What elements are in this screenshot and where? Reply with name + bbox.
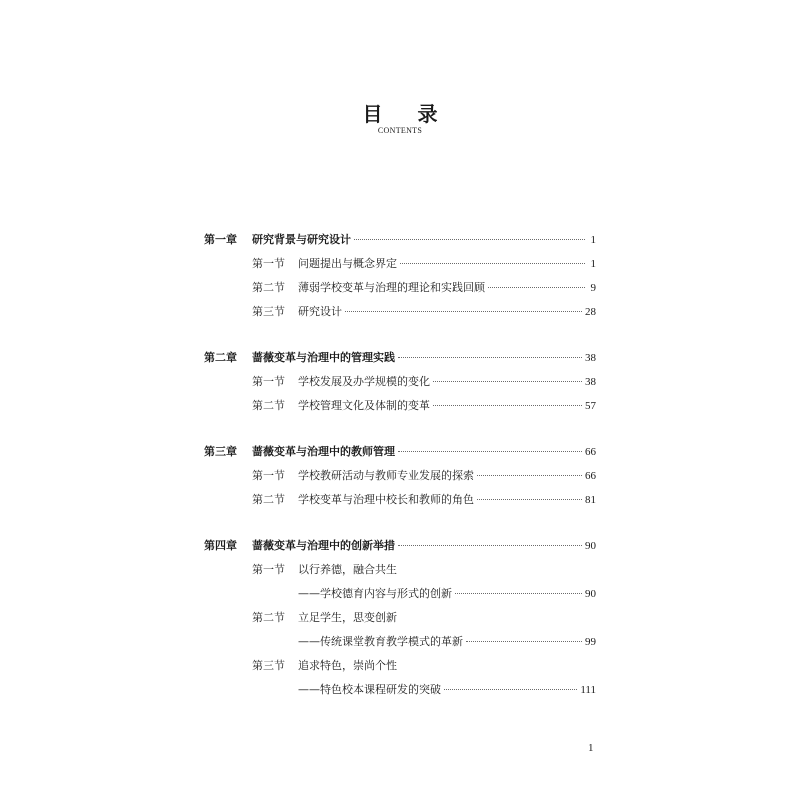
section-subtitle: ——特色校本课程研发的突破 bbox=[298, 683, 441, 696]
section-label: 第二节 bbox=[252, 399, 285, 412]
section-page: 1 bbox=[590, 258, 596, 270]
chapter-label: 第三章 bbox=[204, 445, 237, 458]
toc-section[interactable] bbox=[204, 464, 596, 488]
page-number: 1 bbox=[588, 742, 594, 754]
section-title: 学校变革与治理中校长和教师的角色 bbox=[298, 493, 474, 506]
toc-section[interactable] bbox=[204, 606, 596, 630]
dot-leader bbox=[345, 311, 582, 312]
toc-section-subtitle[interactable] bbox=[204, 630, 596, 654]
section-title: 薄弱学校变革与治理的理论和实践回顾 bbox=[298, 281, 485, 294]
dot-leader bbox=[354, 239, 585, 240]
toc-section-subtitle[interactable] bbox=[204, 582, 596, 606]
table-of-contents bbox=[204, 228, 596, 702]
section-page: 38 bbox=[585, 376, 596, 388]
dot-leader bbox=[444, 689, 577, 690]
section-page: 9 bbox=[590, 282, 596, 294]
toc-section[interactable] bbox=[204, 370, 596, 394]
chapter-title: 蔷薇变革与治理中的管理实践 bbox=[252, 351, 395, 364]
chapter-label: 第四章 bbox=[204, 539, 237, 552]
chapter-label: 第二章 bbox=[204, 351, 237, 364]
section-subtitle: ——传统课堂教育教学模式的革新 bbox=[298, 635, 463, 648]
section-label: 第二节 bbox=[252, 611, 285, 624]
chapter-page: 1 bbox=[590, 234, 596, 246]
toc-chapter-4[interactable] bbox=[204, 534, 596, 558]
chapter-page: 66 bbox=[585, 446, 596, 458]
toc-chapter-1[interactable] bbox=[204, 228, 596, 252]
section-subtitle: ——学校德育内容与形式的创新 bbox=[298, 587, 452, 600]
chapter-title: 蔷薇变革与治理中的教师管理 bbox=[252, 445, 395, 458]
chapter-gap bbox=[204, 512, 596, 534]
section-label: 第一节 bbox=[252, 563, 285, 576]
section-title: 学校教研活动与教师专业发展的探索 bbox=[298, 469, 474, 482]
section-page: 99 bbox=[585, 636, 596, 648]
chapter-page: 90 bbox=[585, 540, 596, 552]
section-label: 第二节 bbox=[252, 281, 285, 294]
section-label: 第三节 bbox=[252, 659, 285, 672]
toc-section[interactable] bbox=[204, 276, 596, 300]
section-label: 第一节 bbox=[252, 257, 285, 270]
toc-section[interactable] bbox=[204, 654, 596, 678]
section-title: 以行养德，融合共生 bbox=[298, 563, 397, 576]
toc-section[interactable] bbox=[204, 558, 596, 582]
dot-leader bbox=[400, 263, 585, 264]
dot-leader bbox=[398, 357, 582, 358]
section-title: 问题提出与概念界定 bbox=[298, 257, 397, 270]
section-page: 81 bbox=[585, 494, 596, 506]
section-title: 研究设计 bbox=[298, 305, 342, 318]
section-page: 90 bbox=[585, 588, 596, 600]
dot-leader bbox=[433, 381, 582, 382]
dot-leader bbox=[455, 593, 582, 594]
section-page: 111 bbox=[580, 684, 596, 696]
section-title: 立足学生，思变创新 bbox=[298, 611, 397, 624]
section-page: 57 bbox=[585, 400, 596, 412]
section-label: 第一节 bbox=[252, 469, 285, 482]
page-title: 目 录 bbox=[362, 102, 452, 126]
dot-leader bbox=[477, 499, 582, 500]
section-title: 学校管理文化及体制的变革 bbox=[298, 399, 430, 412]
dot-leader bbox=[466, 641, 582, 642]
toc-section[interactable] bbox=[204, 394, 596, 418]
section-label: 第三节 bbox=[252, 305, 285, 318]
toc-chapter-3[interactable] bbox=[204, 440, 596, 464]
toc-chapter-2[interactable] bbox=[204, 346, 596, 370]
dot-leader bbox=[398, 451, 582, 452]
chapter-label: 第一章 bbox=[204, 233, 237, 246]
section-label: 第一节 bbox=[252, 375, 285, 388]
section-title: 追求特色，崇尚个性 bbox=[298, 659, 397, 672]
dot-leader bbox=[477, 475, 582, 476]
dot-leader bbox=[433, 405, 582, 406]
chapter-gap bbox=[204, 324, 596, 346]
page-subtitle: CONTENTS bbox=[377, 126, 423, 135]
chapter-gap bbox=[204, 418, 596, 440]
section-title: 学校发展及办学规模的变化 bbox=[298, 375, 430, 388]
dot-leader bbox=[488, 287, 585, 288]
section-label: 第二节 bbox=[252, 493, 285, 506]
toc-section[interactable] bbox=[204, 300, 596, 324]
chapter-page: 38 bbox=[585, 352, 596, 364]
chapter-title: 蔷薇变革与治理中的创新举措 bbox=[252, 539, 395, 552]
chapter-title: 研究背景与研究设计 bbox=[252, 233, 351, 246]
section-page: 28 bbox=[585, 306, 596, 318]
toc-section[interactable] bbox=[204, 252, 596, 276]
dot-leader bbox=[398, 545, 582, 546]
toc-section-subtitle[interactable] bbox=[204, 678, 596, 702]
toc-section[interactable] bbox=[204, 488, 596, 512]
section-page: 66 bbox=[585, 470, 596, 482]
